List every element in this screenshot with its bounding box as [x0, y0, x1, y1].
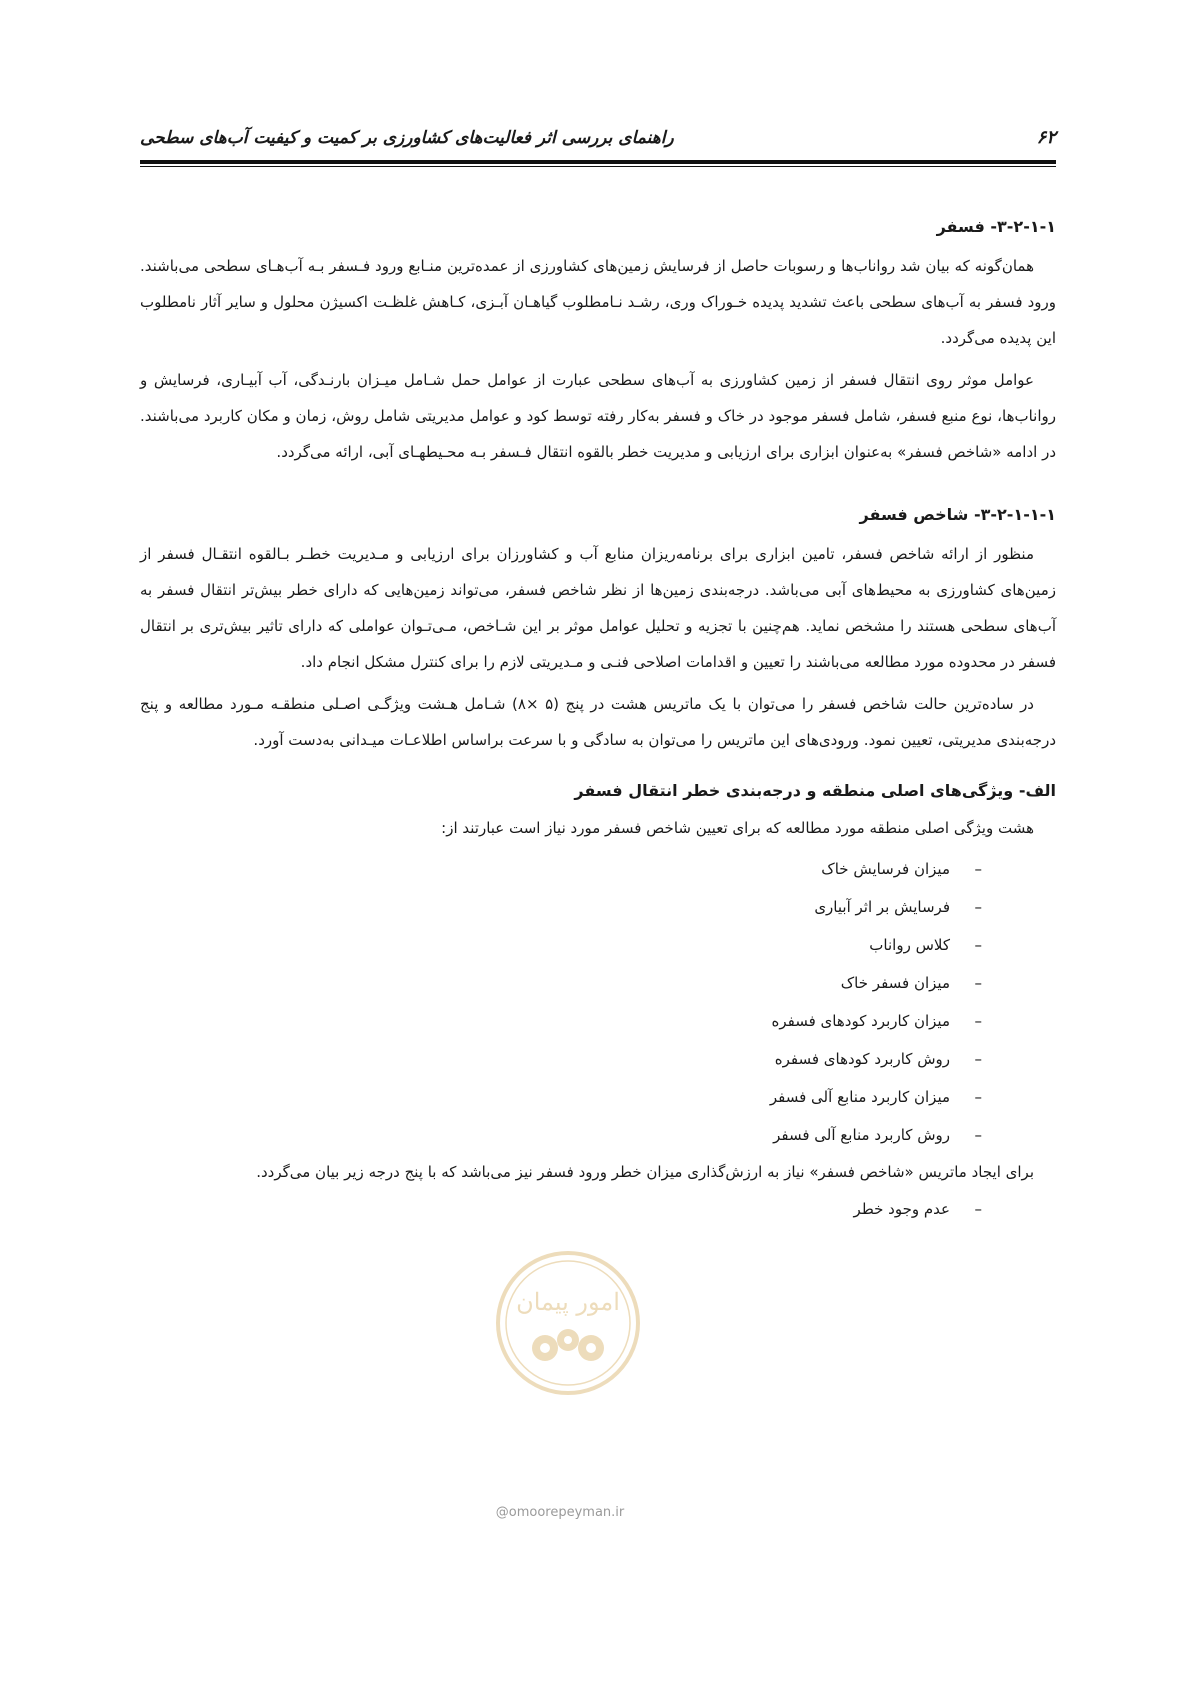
header-rule-thin [140, 166, 1056, 167]
dash-bullet: – [974, 1200, 982, 1218]
section-heading-phosphorus: ۳-۲-۱-۱- فسفر [936, 217, 1056, 236]
list-item: – روش کاربرد کودهای فسفره [140, 1040, 982, 1078]
dash-bullet: – [974, 974, 982, 992]
list-item: – عدم وجود خطر [140, 1190, 982, 1228]
paragraph: همان‌گونه که بیان شد رواناب‌ها و رسوبات حاصل از فرسایش زمین‌های کشاورزی از عمده‌ترین منـابع ورود فـسفر بـه آب‌هـای سطحی می‌باشند. ورود فسفر به آب‌های سطحی باعث تشدید پدیده خـوراک وری، رشـد نـامطلوب گیاهـان آبـزی، کـاهش غلظـت اکسیژن محلول و سایر آثار نامطلوب این پدیده می‌گردد. [140, 257, 1056, 347]
dash-bullet: – [974, 1126, 982, 1144]
page-body [140, 210, 1056, 1228]
list-item: – کلاس رواناب [140, 926, 982, 964]
characteristics-list [140, 850, 1056, 1154]
dash-bullet: – [974, 936, 982, 954]
paragraph: منظور از ارائه شاخص فسفر، تامین ابزاری برای برنامه‌ریزان منابع آب و کشاورزان برای ارزیابی و مـدیریت خطـر بـالقوه انتقـال فسفر از زمین‌های کشاورزی به محیط‌های آبی می‌باشد. درجه‌بندی زمین‌ها از نظر شاخص فسفر، می‌تواند زمین‌هایی که دارای خطر بیش‌تر انتقال فسفر به آب‌های سطحی هستند را مشخص نماید. هم‌چنین با تجزیه و تحلیل عوامل موثر بر این شـاخص، مـی‌تـوان عواملی که دارای تاثیر بیش‌تری بر انتقال فسفر در محدوده مورد مطالعه می‌باشند را تعیین و اقدامات اصلاحی فنـی و مـدیریتی لازم را برای کنترل مشکل انجام داد. [140, 545, 1056, 671]
watermark-logo-icon [493, 1248, 643, 1398]
dash-bullet: – [974, 860, 982, 878]
list-item: – میزان فسفر خاک [140, 964, 982, 1002]
dash-bullet: – [974, 1088, 982, 1106]
watermark-site-text: @omoorepeyman.ir [495, 1505, 625, 1520]
dash-bullet: – [974, 898, 982, 916]
running-header [140, 118, 1056, 148]
list-item: – روش کاربرد منابع آلی فسفر [140, 1116, 982, 1154]
list-item: – میزان کاربرد منابع آلی فسفر [140, 1078, 982, 1116]
list-item: – میزان فرسایش خاک [140, 850, 982, 888]
paragraph: عوامل موثر روی انتقال فسفر از زمین کشاورزی به آب‌های سطحی عبارت از عوامل حمل شـامل میـزان بارنـدگی، آب آبیـاری، فرسایش و رواناب‌ها، نوع منبع فسفر، شامل فسفر موجود در خاک و فسفر به‌کار رفته توسط کود و عوامل مدیریتی شامل روش، زمان و مکان کاربرد می‌باشند. در ادامه «شاخص فسفر» به‌عنوان ابزاری برای ارزیابی و مدیریت خطر بالقوه انتقال فـسفر بـه محـیطهـای آبی، ارائه می‌گردد. [140, 371, 1056, 461]
page-number: ۶۲ [1036, 127, 1056, 148]
list-item: – میزان کاربرد کودهای فسفره [140, 1002, 982, 1040]
paragraph: در ساده‌ترین حالت شاخص فسفر را می‌توان با یک ماتریس هشت در پنج (۵ ×۸) شـامل هـشت ویژگـی اصـلی منطقـه مـورد مطالعه و پنج درجه‌بندی مدیریتی، تعیین نمود. ورودی‌های این ماتریس را می‌توان به سادگی و با سرعت براساس اطلاعـات میـدانی به‌دست آورد. [140, 695, 1056, 749]
watermark-logo-text: امور پیمان [516, 1288, 620, 1316]
risk-levels-list [140, 1190, 1056, 1228]
dash-bullet: – [974, 1012, 982, 1030]
paragraph: برای ایجاد ماتریس «شاخص فسفر» نیاز به ارزش‌گذاری میزان خطر ورود فسفر نیز می‌باشد که با پنج درجه زیر بیان می‌گردد. [256, 1163, 1034, 1181]
section-heading-phosphorus-index: ۳-۲-۱-۱-۱- شاخص فسفر [859, 505, 1056, 524]
list-intro: هشت ویژگی اصلی منطقه مورد مطالعه که برای تعیین شاخص فسفر مورد نیاز است عبارتند از: [441, 819, 1034, 837]
header-rule-thick [140, 160, 1056, 164]
running-title: راهنمای بررسی اثر فعالیت‌های کشاورزی بر کمیت و کیفیت آب‌های سطحی [140, 128, 674, 148]
list-item: – فرسایش بر اثر آبیاری [140, 888, 982, 926]
subsection-heading-a: الف- ویژگی‌های اصلی منطقه و درجه‌بندی خطر انتقال فسفر [574, 781, 1056, 800]
dash-bullet: – [974, 1050, 982, 1068]
